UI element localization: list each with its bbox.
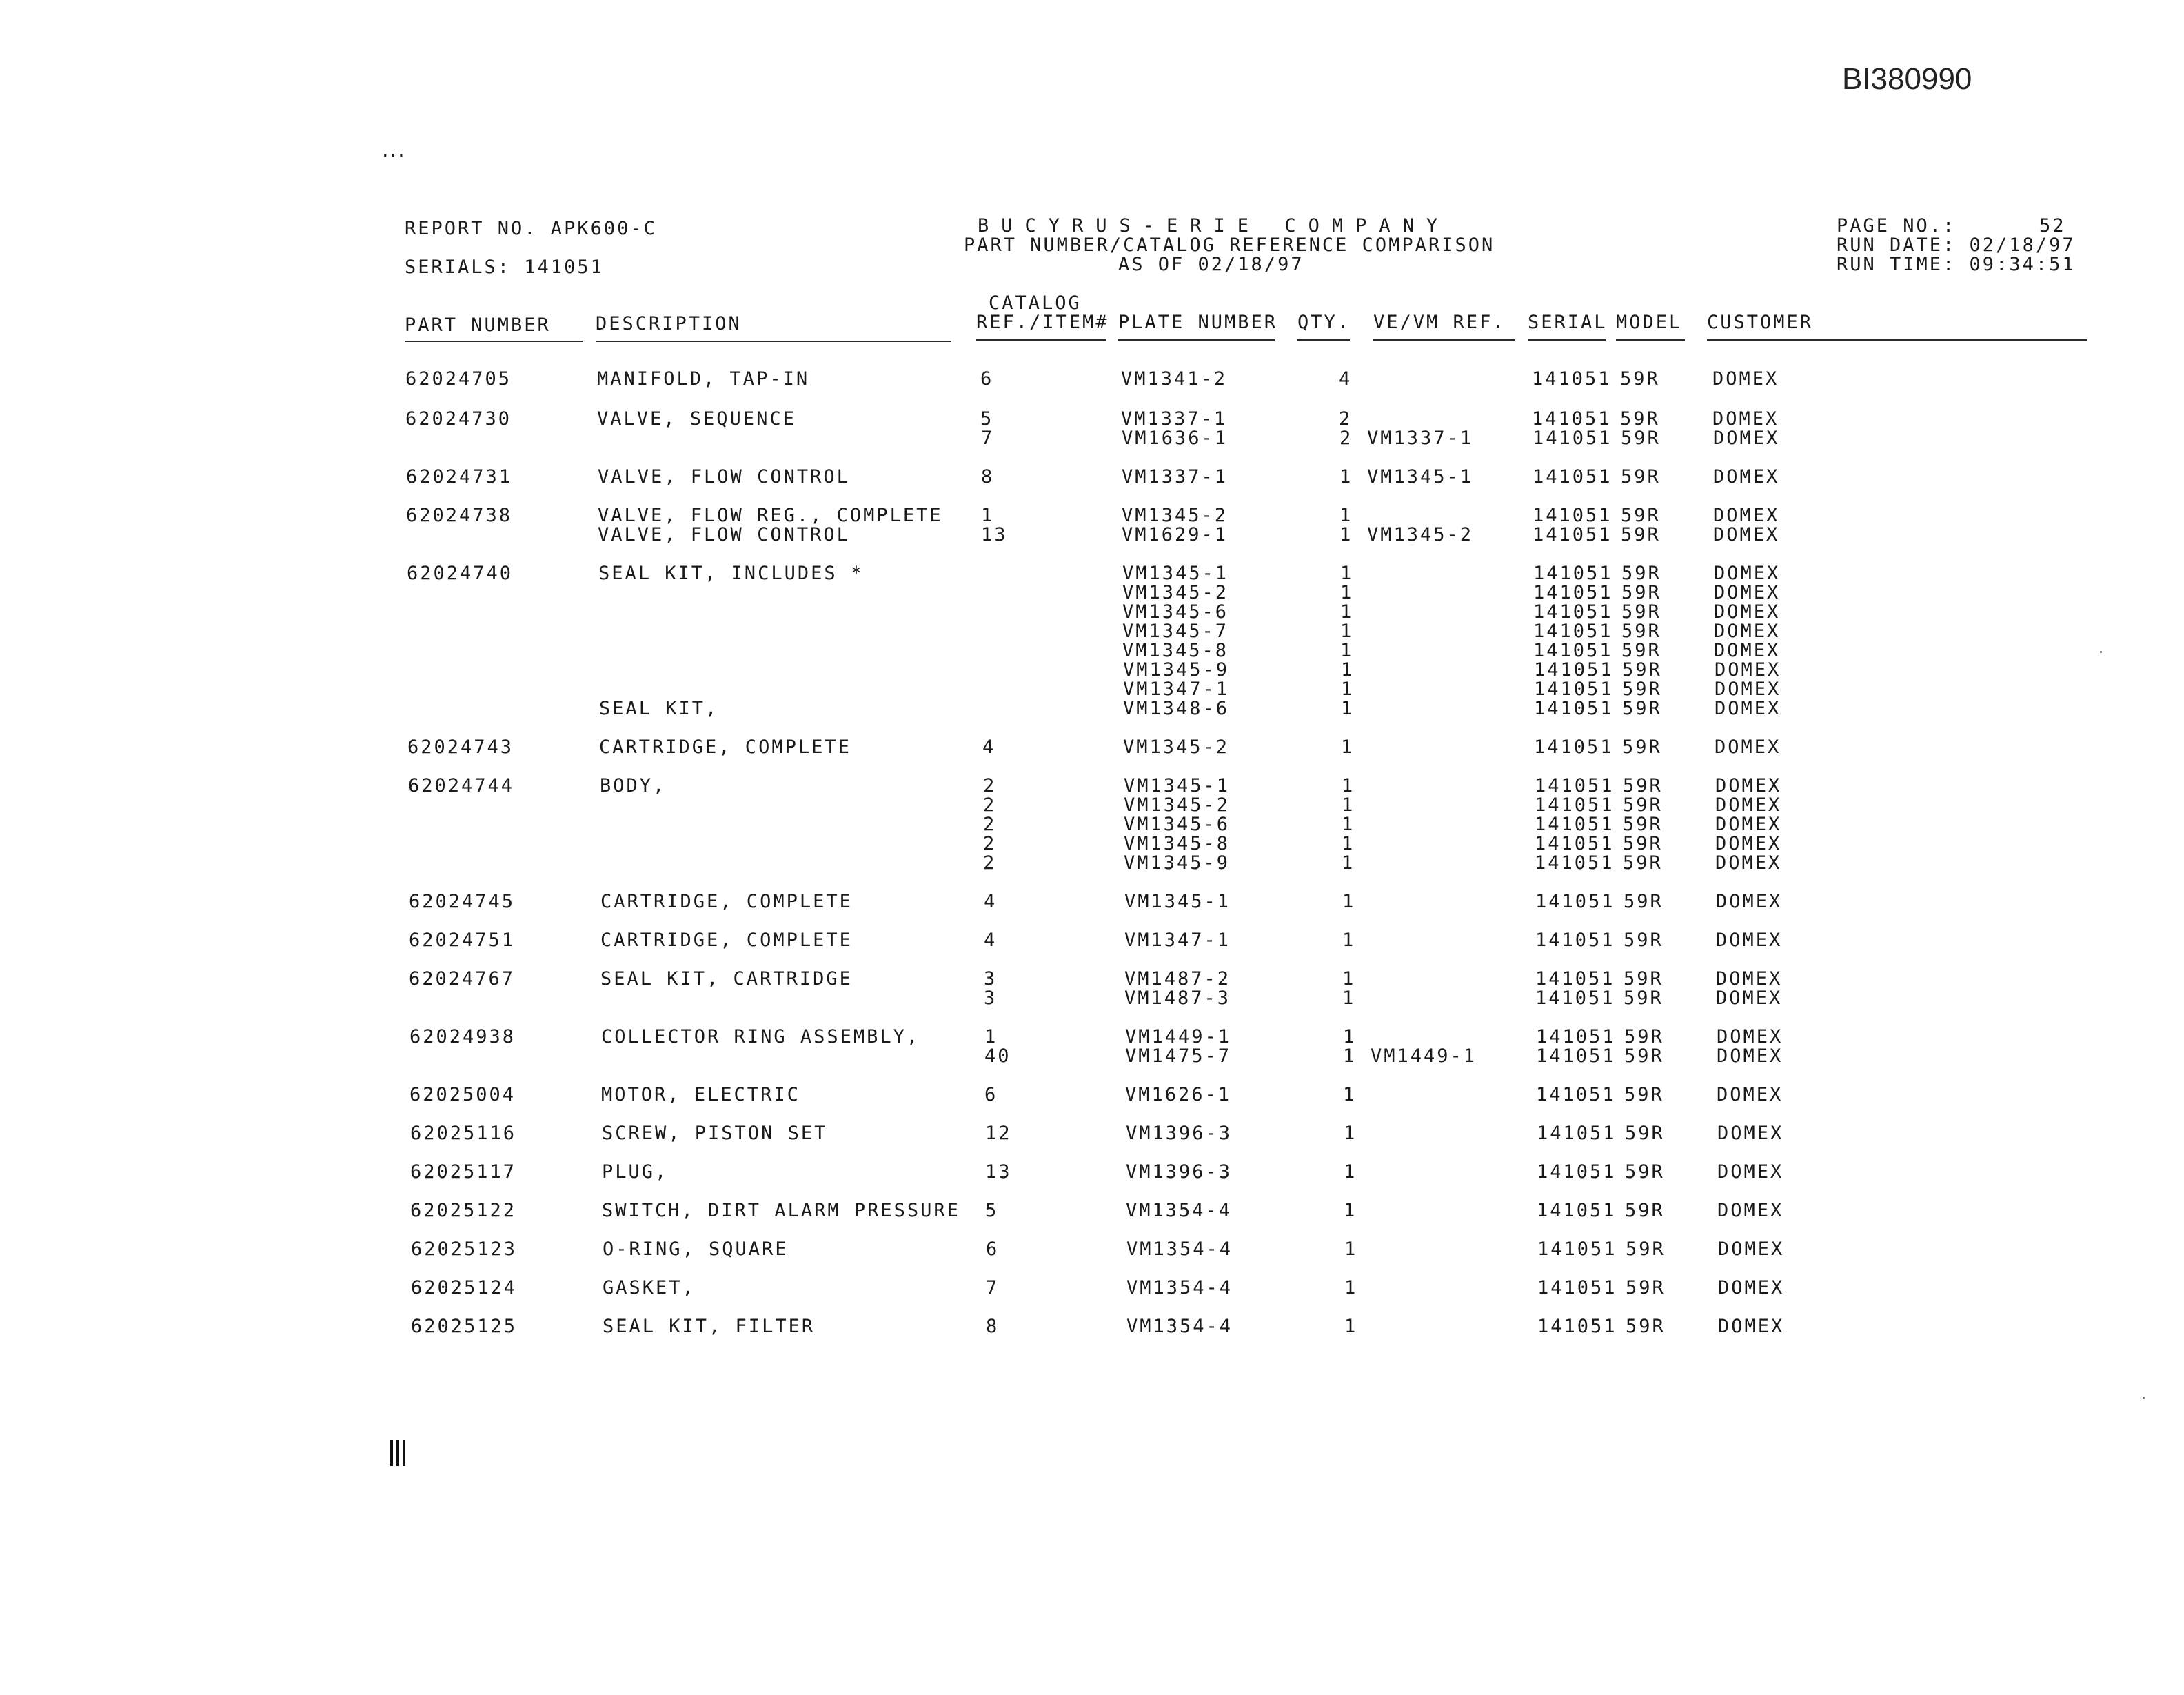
cell-catalog-ref: 8 [986, 1316, 1000, 1337]
cell-description: VALVE, FLOW REG., COMPLETE [598, 505, 943, 526]
cell-customer: DOMEX [1714, 563, 1781, 584]
cell-customer: DOMEX [1717, 1084, 1783, 1105]
cell-plate-number: VM1337-1 [1121, 408, 1228, 430]
cell-model: 59R [1622, 679, 1662, 700]
col-header-description: DESCRIPTION [596, 313, 742, 334]
cell-qty: 1 [1342, 814, 1355, 835]
cell-description: MANIFOLD, TAP-IN [597, 368, 810, 390]
cell-serial: 141051 [1533, 563, 1613, 584]
cell-plate-number: VM1354-4 [1126, 1316, 1233, 1337]
cell-model: 59R [1624, 968, 1664, 990]
cell-catalog-ref: 3 [984, 987, 998, 1009]
cell-serial: 141051 [1535, 852, 1615, 874]
cell-part-number: 62025123 [411, 1238, 518, 1260]
cell-model: 59R [1624, 1045, 1664, 1067]
col-header-part-number: PART NUMBER [405, 314, 551, 336]
cell-serial: 141051 [1532, 408, 1612, 430]
cell-catalog-ref: 2 [983, 775, 997, 796]
cell-qty: 1 [1344, 1200, 1357, 1221]
cell-qty: 1 [1339, 505, 1353, 526]
cell-serial: 141051 [1534, 679, 1614, 700]
cell-qty: 1 [1342, 987, 1356, 1009]
cell-qty: 1 [1344, 1123, 1357, 1144]
cell-catalog-ref: 8 [981, 466, 995, 488]
cell-part-number: 62024745 [409, 891, 516, 912]
report-title: PART NUMBER/CATALOG REFERENCE COMPARISON [964, 234, 1495, 256]
cell-customer: DOMEX [1714, 640, 1781, 661]
cell-catalog-ref: 13 [985, 1161, 1012, 1183]
cell-plate-number: VM1345-1 [1124, 891, 1231, 912]
cell-qty: 1 [1340, 640, 1354, 661]
cell-qty: 1 [1343, 1084, 1357, 1105]
cell-model: 59R [1621, 582, 1661, 603]
cell-plate-number: VM1345-6 [1122, 601, 1229, 623]
run-date: RUN DATE: 02/18/97 [1837, 234, 2076, 256]
scan-speck [2143, 1397, 2145, 1399]
col-header-ref-item: REF./ITEM# [976, 312, 1109, 333]
cell-model: 59R [1626, 1238, 1666, 1260]
cell-plate-number: VM1345-6 [1124, 814, 1231, 835]
run-time: RUN TIME: 09:34:51 [1837, 254, 2076, 275]
cell-customer: DOMEX [1716, 987, 1783, 1009]
underline-part-number [405, 341, 583, 342]
cell-serial: 141051 [1537, 1316, 1617, 1337]
cell-catalog-ref: 2 [983, 852, 997, 874]
cell-qty: 1 [1342, 968, 1356, 990]
cell-catalog-ref: 4 [982, 736, 996, 758]
cell-customer: DOMEX [1713, 466, 1780, 488]
cell-model: 59R [1624, 891, 1664, 912]
cell-description: SWITCH, DIRT ALARM PRESSURE [602, 1200, 960, 1221]
cell-part-number: 62024740 [407, 563, 514, 584]
cell-plate-number: VM1354-4 [1126, 1277, 1233, 1298]
cell-plate-number: VM1487-2 [1124, 968, 1231, 990]
cell-description: SEAL KIT, FILTER [603, 1316, 816, 1337]
cell-model: 59R [1620, 408, 1660, 430]
cell-customer: DOMEX [1714, 601, 1781, 623]
cell-plate-number: VM1345-2 [1124, 794, 1231, 816]
cell-serial: 141051 [1537, 1161, 1617, 1183]
cell-part-number: 62025122 [410, 1200, 517, 1221]
cell-model: 59R [1623, 852, 1663, 874]
cell-plate-number: VM1475-7 [1125, 1045, 1232, 1067]
cell-part-number: 62025117 [410, 1161, 517, 1183]
cell-plate-number: VM1347-1 [1123, 679, 1230, 700]
cell-plate-number: VM1345-2 [1123, 736, 1230, 758]
cell-customer: DOMEX [1715, 698, 1781, 719]
underline-ref-item [976, 339, 1106, 341]
underline-customer [1707, 339, 2087, 341]
col-header-catalog: CATALOG [989, 292, 1082, 314]
cell-customer: DOMEX [1712, 368, 1779, 390]
cell-plate-number: VM1626-1 [1125, 1084, 1232, 1105]
cell-catalog-ref: 5 [985, 1200, 999, 1221]
cell-qty: 1 [1342, 891, 1356, 912]
cell-model: 59R [1621, 621, 1661, 642]
cell-serial: 141051 [1536, 1045, 1616, 1067]
cell-customer: DOMEX [1717, 1161, 1784, 1183]
cell-serial: 141051 [1537, 1200, 1617, 1221]
cell-customer: DOMEX [1718, 1238, 1785, 1260]
cell-serial: 141051 [1537, 1238, 1617, 1260]
cell-serial: 141051 [1535, 794, 1615, 816]
cell-model: 59R [1624, 987, 1664, 1009]
cell-vevm-ref: VM1345-2 [1367, 524, 1474, 545]
cell-serial: 141051 [1535, 987, 1615, 1009]
cell-plate-number: VM1345-1 [1122, 563, 1229, 584]
cell-plate-number: VM1636-1 [1122, 428, 1228, 449]
cell-serial: 141051 [1533, 582, 1613, 603]
cell-catalog-ref: 1 [984, 1026, 998, 1047]
cell-model: 59R [1620, 368, 1660, 390]
serials-label: SERIALS: 141051 [405, 257, 604, 278]
cell-customer: DOMEX [1715, 775, 1782, 796]
cell-serial: 141051 [1533, 524, 1612, 545]
cell-description: SCREW, PISTON SET [602, 1123, 828, 1144]
cell-plate-number: VM1449-1 [1125, 1026, 1232, 1047]
cell-serial: 141051 [1537, 1123, 1617, 1144]
cell-catalog-ref: 7 [981, 428, 995, 449]
report-number: REPORT NO. APK600-C [405, 218, 657, 239]
cell-serial: 141051 [1536, 1084, 1616, 1105]
cell-qty: 1 [1342, 852, 1355, 874]
cell-catalog-ref: 12 [985, 1123, 1012, 1144]
cell-plate-number: VM1337-1 [1122, 466, 1228, 488]
cell-part-number: 62024743 [407, 736, 514, 758]
cell-model: 59R [1624, 1084, 1664, 1105]
cell-model: 59R [1622, 659, 1662, 681]
underline-serial [1528, 339, 1606, 341]
cell-catalog-ref: 1 [981, 505, 995, 526]
cell-customer: DOMEX [1717, 1123, 1784, 1144]
cell-qty: 1 [1342, 930, 1356, 951]
cell-model: 59R [1621, 505, 1661, 526]
scan-speck [2100, 651, 2102, 653]
as-of-date: AS OF 02/18/97 [1118, 254, 1304, 275]
cell-catalog-ref: 6 [980, 368, 994, 390]
cell-qty: 1 [1341, 736, 1355, 758]
cell-qty: 1 [1344, 1161, 1357, 1183]
top-marks: ... [382, 138, 406, 162]
cell-vevm-ref: VM1345-1 [1367, 466, 1474, 488]
cell-model: 59R [1621, 524, 1661, 545]
cell-vevm-ref: VM1337-1 [1367, 428, 1474, 449]
cell-serial: 141051 [1535, 968, 1615, 990]
cell-serial: 141051 [1537, 1277, 1617, 1298]
cell-catalog-ref: 3 [984, 968, 998, 990]
cell-part-number: 62024705 [405, 368, 512, 390]
cell-model: 59R [1621, 601, 1661, 623]
page-number: 52 [2039, 215, 2066, 237]
underline-vevm-ref [1373, 339, 1515, 341]
cell-plate-number: VM1347-1 [1124, 930, 1231, 951]
cell-model: 59R [1625, 1161, 1665, 1183]
cell-description: CARTRIDGE, COMPLETE [600, 891, 853, 912]
cell-customer: DOMEX [1716, 891, 1783, 912]
cell-model: 59R [1625, 1200, 1665, 1221]
cell-customer: DOMEX [1717, 1045, 1783, 1067]
cell-serial: 141051 [1533, 466, 1612, 488]
cell-customer: DOMEX [1715, 794, 1782, 816]
cell-customer: DOMEX [1716, 968, 1783, 990]
cell-catalog-ref: 2 [983, 814, 997, 835]
cell-qty: 1 [1340, 582, 1354, 603]
col-header-customer: CUSTOMER [1707, 312, 1814, 333]
cell-description: O-RING, SQUARE [603, 1238, 789, 1260]
cell-serial: 141051 [1534, 659, 1614, 681]
cell-description: SEAL KIT, CARTRIDGE [600, 968, 853, 990]
cell-plate-number: VM1345-8 [1124, 833, 1231, 854]
cell-customer: DOMEX [1716, 930, 1783, 951]
cell-qty: 1 [1339, 466, 1353, 488]
cell-qty: 1 [1341, 659, 1355, 681]
cell-qty: 1 [1344, 1316, 1358, 1337]
cell-plate-number: VM1345-9 [1123, 659, 1230, 681]
cell-vevm-ref: VM1449-1 [1371, 1045, 1477, 1067]
cell-qty: 1 [1339, 524, 1353, 545]
cell-plate-number: VM1629-1 [1122, 524, 1228, 545]
cell-description: GASKET, [603, 1277, 696, 1298]
cell-description: VALVE, SEQUENCE [597, 408, 796, 430]
cell-plate-number: VM1345-2 [1122, 505, 1228, 526]
company-name: BUCYRUS-ERIE COMPANY [978, 215, 1450, 237]
cell-model: 59R [1623, 794, 1663, 816]
cell-description: VALVE, FLOW CONTROL [598, 466, 850, 488]
cell-serial: 141051 [1533, 621, 1613, 642]
cell-model: 59R [1624, 930, 1664, 951]
cell-part-number: 62024938 [410, 1026, 516, 1047]
cell-customer: DOMEX [1713, 524, 1780, 545]
cell-plate-number: VM1348-6 [1123, 698, 1230, 719]
cell-customer: DOMEX [1715, 659, 1781, 681]
cell-description: BODY, [600, 775, 667, 796]
cell-plate-number: VM1396-3 [1126, 1123, 1233, 1144]
cell-qty: 2 [1339, 408, 1353, 430]
cell-qty: 1 [1343, 1045, 1357, 1067]
cell-catalog-ref: 6 [986, 1238, 1000, 1260]
cell-serial: 141051 [1533, 505, 1612, 526]
cell-plate-number: VM1487-3 [1124, 987, 1231, 1009]
cell-serial: 141051 [1535, 775, 1615, 796]
cell-part-number: 62024767 [409, 968, 516, 990]
cell-serial: 141051 [1534, 736, 1614, 758]
cell-qty: 1 [1340, 601, 1354, 623]
cell-serial: 141051 [1532, 368, 1612, 390]
cell-qty: 1 [1343, 1026, 1357, 1047]
cell-description: SEAL KIT, [599, 698, 719, 719]
cell-description: MOTOR, ELECTRIC [601, 1084, 800, 1105]
cell-catalog-ref: 4 [984, 930, 998, 951]
cell-catalog-ref: 4 [984, 891, 998, 912]
col-header-plate-number: PLATE NUMBER [1118, 312, 1278, 333]
cell-catalog-ref: 2 [983, 833, 997, 854]
cell-model: 59R [1624, 1026, 1664, 1047]
cell-model: 59R [1621, 640, 1661, 661]
cell-description: PLUG, [602, 1161, 669, 1183]
cell-customer: DOMEX [1713, 428, 1780, 449]
cell-qty: 1 [1341, 698, 1355, 719]
cell-serial: 141051 [1533, 601, 1613, 623]
cell-plate-number: VM1345-9 [1124, 852, 1231, 874]
cell-customer: DOMEX [1713, 505, 1780, 526]
cell-customer: DOMEX [1714, 582, 1781, 603]
cell-serial: 141051 [1535, 930, 1615, 951]
cell-customer: DOMEX [1715, 736, 1781, 758]
cell-part-number: 62024731 [406, 466, 513, 488]
cell-serial: 141051 [1535, 833, 1615, 854]
cell-customer: DOMEX [1718, 1316, 1785, 1337]
cell-qty: 1 [1340, 621, 1354, 642]
cell-part-number: 62024744 [408, 775, 515, 796]
cell-serial: 141051 [1535, 814, 1615, 835]
cell-customer: DOMEX [1715, 679, 1781, 700]
cell-catalog-ref: 7 [986, 1277, 1000, 1298]
cell-part-number: 62025116 [410, 1123, 517, 1144]
cell-model: 59R [1622, 736, 1662, 758]
cell-qty: 1 [1344, 1238, 1358, 1260]
page-label: PAGE NO.: [1837, 215, 1957, 237]
cell-part-number: 62024751 [409, 930, 516, 951]
cell-customer: DOMEX [1717, 1200, 1784, 1221]
cell-model: 59R [1623, 814, 1663, 835]
cell-serial: 141051 [1533, 640, 1613, 661]
cell-plate-number: VM1396-3 [1126, 1161, 1233, 1183]
cell-model: 59R [1621, 428, 1661, 449]
cell-model: 59R [1622, 698, 1662, 719]
cell-serial: 141051 [1536, 1026, 1616, 1047]
cell-catalog-ref: 2 [983, 794, 997, 816]
cell-plate-number: VM1345-7 [1122, 621, 1229, 642]
cell-model: 59R [1626, 1277, 1666, 1298]
cell-part-number: 62024738 [406, 505, 513, 526]
cell-plate-number: VM1345-1 [1124, 775, 1231, 796]
cell-catalog-ref: 5 [980, 408, 994, 430]
cell-qty: 1 [1341, 679, 1355, 700]
cell-serial: 141051 [1533, 428, 1612, 449]
cell-catalog-ref: 6 [984, 1084, 998, 1105]
cell-description: CARTRIDGE, COMPLETE [600, 930, 853, 951]
cell-model: 59R [1621, 466, 1661, 488]
cell-part-number: 62025004 [410, 1084, 516, 1105]
cell-serial: 141051 [1535, 891, 1615, 912]
cell-plate-number: VM1341-2 [1121, 368, 1228, 390]
cell-customer: DOMEX [1714, 621, 1781, 642]
cell-model: 59R [1623, 833, 1663, 854]
cell-qty: 1 [1342, 794, 1355, 816]
cell-serial: 141051 [1534, 698, 1614, 719]
cell-plate-number: VM1354-4 [1126, 1238, 1233, 1260]
cell-qty: 1 [1342, 833, 1355, 854]
cell-catalog-ref: 13 [981, 524, 1008, 545]
cell-description: CARTRIDGE, COMPLETE [599, 736, 851, 758]
cell-model: 59R [1626, 1316, 1666, 1337]
underline-qty [1297, 339, 1350, 341]
cell-customer: DOMEX [1712, 408, 1779, 430]
cell-model: 59R [1625, 1123, 1665, 1144]
cell-qty: 1 [1344, 1277, 1358, 1298]
cell-qty: 1 [1340, 563, 1354, 584]
cell-plate-number: VM1354-4 [1126, 1200, 1233, 1221]
cell-description: SEAL KIT, INCLUDES * [598, 563, 865, 584]
cell-catalog-ref: 40 [984, 1045, 1011, 1067]
cell-plate-number: VM1345-2 [1122, 582, 1229, 603]
cell-plate-number: VM1345-8 [1122, 640, 1229, 661]
cell-description: COLLECTOR RING ASSEMBLY, [601, 1026, 920, 1047]
col-header-model: MODEL [1616, 312, 1683, 333]
cell-qty: 1 [1342, 775, 1355, 796]
footer-mark [390, 1440, 411, 1467]
cell-customer: DOMEX [1715, 814, 1782, 835]
cell-model: 59R [1621, 563, 1661, 584]
cell-part-number: 62024730 [405, 408, 512, 430]
underline-model [1616, 339, 1685, 341]
cell-customer: DOMEX [1717, 1026, 1783, 1047]
col-header-serial: SERIAL [1528, 312, 1608, 333]
col-header-qty: QTY. [1297, 312, 1351, 333]
cell-part-number: 62025125 [411, 1316, 518, 1337]
cell-qty: 4 [1339, 368, 1353, 390]
document-id: BI380990 [1842, 62, 1972, 96]
underline-plate-number [1118, 339, 1275, 341]
cell-qty: 2 [1339, 428, 1353, 449]
cell-customer: DOMEX [1718, 1277, 1785, 1298]
cell-part-number: 62025124 [411, 1277, 518, 1298]
cell-model: 59R [1623, 775, 1663, 796]
cell-customer: DOMEX [1715, 833, 1782, 854]
cell-description: VALVE, FLOW CONTROL [598, 524, 850, 545]
underline-description [596, 341, 951, 342]
col-header-vevm-ref: VE/VM REF. [1373, 312, 1506, 333]
cell-customer: DOMEX [1715, 852, 1782, 874]
